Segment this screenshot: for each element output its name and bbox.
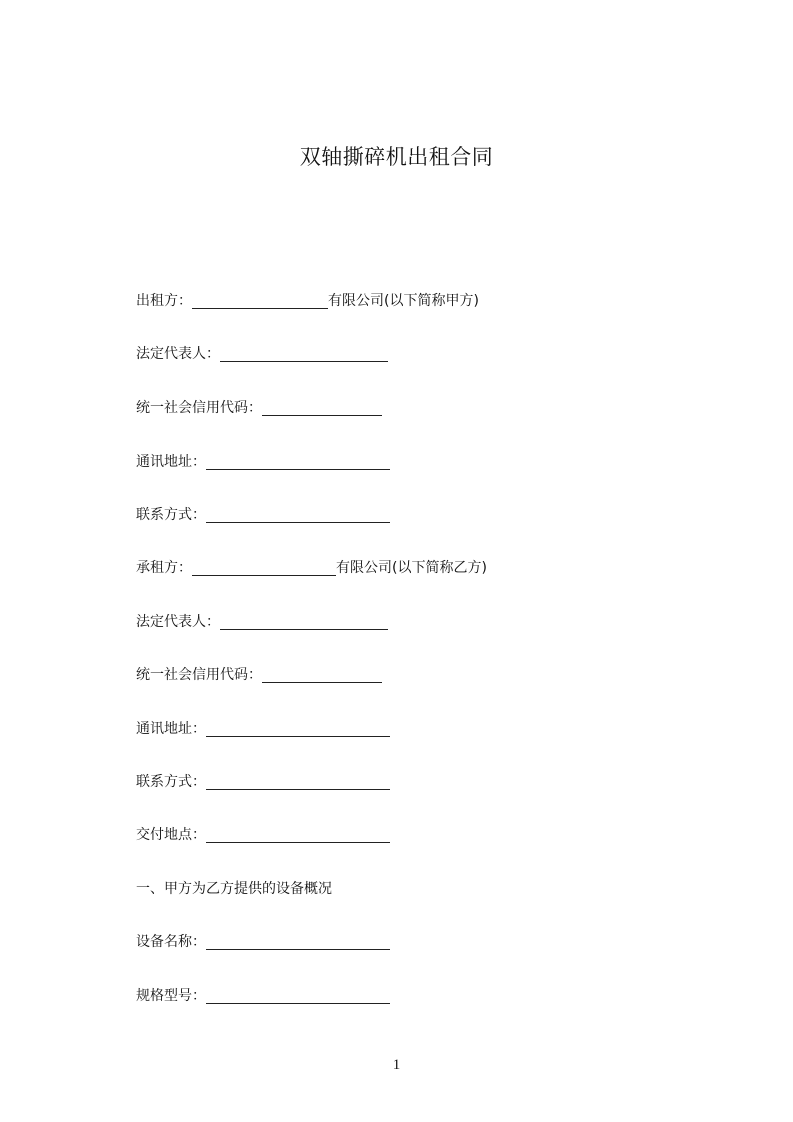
lessee-representative-label: 法定代表人： (136, 614, 220, 630)
lessee-name-blank[interactable] (192, 560, 336, 576)
model-spec-line (136, 985, 390, 1007)
lessor-credit-code-line (136, 397, 382, 419)
lessor-representative-blank[interactable] (220, 346, 388, 362)
lessee-suffix: 有限公司(以下简称乙方) (336, 560, 487, 576)
lessee-line (136, 557, 487, 579)
lessee-representative-blank[interactable] (220, 614, 388, 630)
lessor-line (136, 290, 479, 312)
lessor-address-label: 通讯地址： (136, 454, 206, 470)
lessee-address-blank[interactable] (206, 721, 390, 737)
lessor-contact-blank[interactable] (206, 507, 390, 523)
section-heading-text: 一、甲方为乙方提供的设备概况 (136, 881, 332, 897)
lessee-address-line (136, 718, 390, 740)
lessee-representative-line (136, 611, 388, 633)
lessor-address-line (136, 451, 390, 473)
lessor-suffix: 有限公司(以下简称甲方) (328, 293, 479, 309)
lessee-credit-code-label: 统一社会信用代码： (136, 667, 262, 683)
lessee-label: 承租方： (136, 560, 192, 576)
lessee-address-label: 通讯地址： (136, 721, 206, 737)
lessor-representative-label: 法定代表人： (136, 346, 220, 362)
lessee-contact-blank[interactable] (206, 774, 390, 790)
lessor-credit-code-blank[interactable] (262, 400, 382, 416)
lessor-label: 出租方： (136, 293, 192, 309)
lessee-contact-line (136, 771, 390, 793)
lessor-name-blank[interactable] (192, 293, 328, 309)
page-number: 1 (392, 1057, 401, 1073)
delivery-place-line (136, 824, 390, 846)
document-title: 双轴撕碎机出租合同 (299, 145, 494, 169)
model-spec-blank[interactable] (206, 988, 390, 1004)
lessee-credit-code-blank[interactable] (262, 667, 382, 683)
lessor-address-blank[interactable] (206, 454, 390, 470)
lessor-representative-line (136, 343, 388, 365)
lessee-credit-code-line (136, 664, 382, 686)
lessor-credit-code-label: 统一社会信用代码： (136, 400, 262, 416)
equipment-name-label: 设备名称： (136, 934, 206, 950)
lessor-contact-label: 联系方式： (136, 507, 206, 523)
lessee-contact-label: 联系方式： (136, 774, 206, 790)
equipment-name-line (136, 931, 390, 953)
delivery-place-label: 交付地点： (136, 827, 206, 843)
lessor-contact-line (136, 504, 390, 526)
section-heading (136, 878, 332, 900)
model-spec-label: 规格型号： (136, 988, 206, 1004)
delivery-place-blank[interactable] (206, 827, 390, 843)
equipment-name-blank[interactable] (206, 934, 390, 950)
